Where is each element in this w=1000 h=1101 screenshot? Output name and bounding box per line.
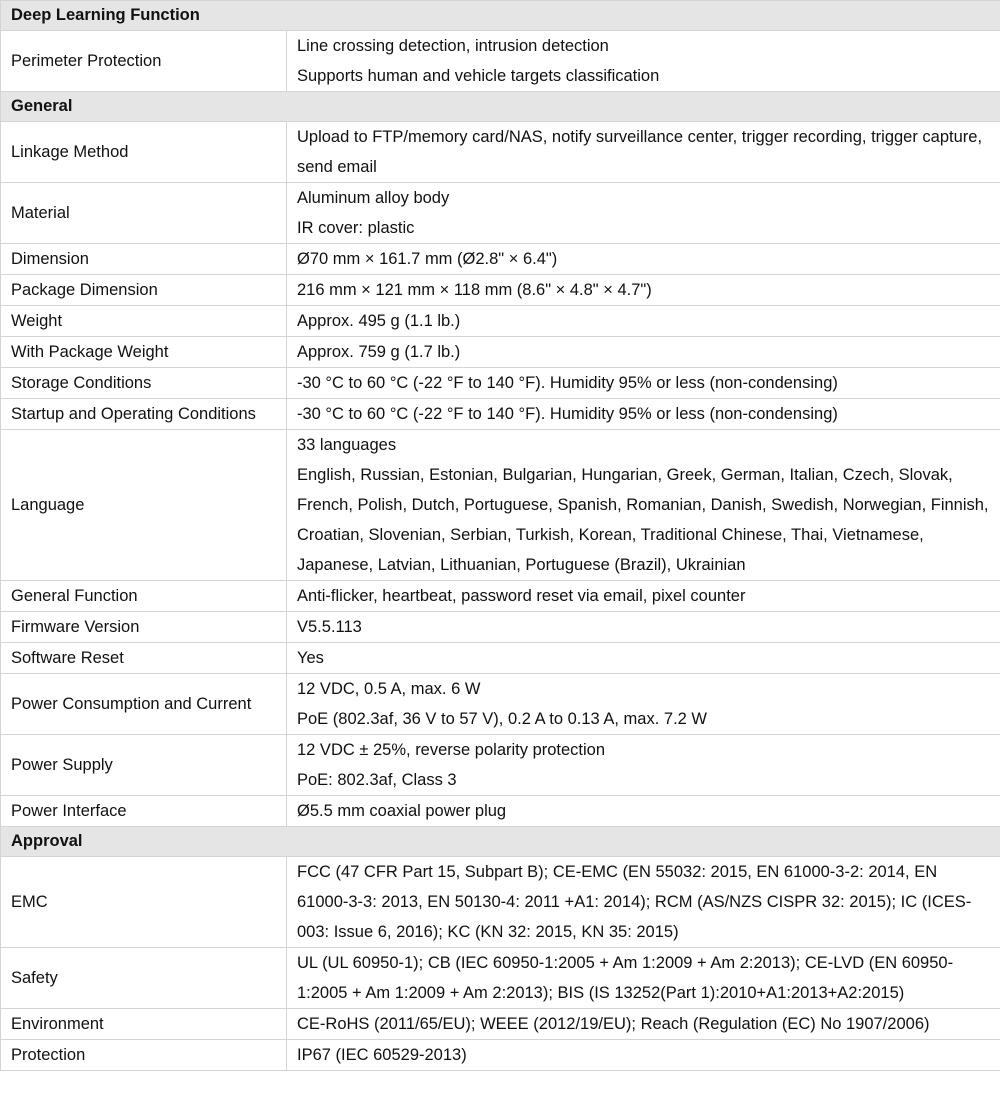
value-line: Aluminum alloy body bbox=[297, 189, 450, 207]
row-value bbox=[287, 1040, 1000, 1071]
row-value bbox=[287, 337, 1000, 368]
row-label: EMC bbox=[1, 857, 287, 948]
value-line: PoE: 802.3af, Class 3 bbox=[297, 771, 457, 789]
row-value bbox=[287, 1009, 1000, 1040]
value-line: Upload to FTP/memory card/NAS, notify surveillance center, trigger recording, trigger capture, send email bbox=[297, 128, 983, 176]
row-label: Safety bbox=[1, 948, 287, 1009]
row-value bbox=[287, 796, 1000, 827]
value-line: Yes bbox=[297, 649, 324, 667]
value-line: Ø5.5 mm coaxial power plug bbox=[297, 802, 507, 820]
value-line: Supports human and vehicle targets classification bbox=[297, 67, 660, 85]
row-label: Protection bbox=[1, 1040, 287, 1071]
row-value bbox=[287, 244, 1000, 275]
table-row bbox=[1, 857, 1000, 948]
table-row bbox=[1, 337, 1000, 368]
value-line: -30 °C to 60 °C (-22 °F to 140 °F). Humidity 95% or less (non-condensing) bbox=[297, 405, 838, 423]
row-value bbox=[287, 368, 1000, 399]
table-row bbox=[1, 796, 1000, 827]
value-line: Line crossing detection, intrusion detection bbox=[297, 37, 609, 55]
row-value bbox=[287, 306, 1000, 337]
value-line: FCC (47 CFR Part 15, Subpart B); CE-EMC (EN 55032: 2015, EN 61000-3-2: 2014, EN 61000-3-3: 2013, EN 50130-4: 2011 +A1: 2014); RCM (AS/NZS CISPR 32: 2015); IC (ICES-003: Issue 6, 2016); KC (KN 32: 2015, KN 35: 2015) bbox=[297, 863, 972, 941]
row-label: Package Dimension bbox=[1, 275, 287, 306]
value-line: 33 languages bbox=[297, 436, 397, 454]
row-label: Startup and Operating Conditions bbox=[1, 399, 287, 430]
value-line: English, Russian, Estonian, Bulgarian, Hungarian, Greek, German, Italian, Czech, Slovak, French, Polish, Dutch, Portuguese, Spanish, Romanian, Danish, Swedish, Norwegian, Finnish, Croatian, Slovenian, Serbian, Turkish, Korean, Traditional Chinese, Thai, Vietnamese, Japanese, Latvian, Lithuanian, Portuguese (Brazil), Ukrainian bbox=[297, 466, 989, 574]
row-value bbox=[287, 122, 1000, 183]
value-line: IP67 (IEC 60529-2013) bbox=[297, 1046, 467, 1064]
row-value bbox=[287, 581, 1000, 612]
table-row bbox=[1, 1040, 1000, 1071]
value-line: Ø70 mm × 161.7 mm (Ø2.8" × 6.4") bbox=[297, 250, 558, 268]
value-line: Approx. 759 g (1.7 lb.) bbox=[297, 343, 461, 361]
section-header-deep-learning bbox=[1, 1, 1000, 31]
table-row bbox=[1, 399, 1000, 430]
value-line: -30 °C to 60 °C (-22 °F to 140 °F). Humidity 95% or less (non-condensing) bbox=[297, 374, 838, 392]
row-value bbox=[287, 430, 1000, 581]
row-value bbox=[287, 735, 1000, 796]
value-line: V5.5.113 bbox=[297, 618, 362, 636]
section-header-general bbox=[1, 92, 1000, 122]
value-line: CE-RoHS (2011/65/EU); WEEE (2012/19/EU); Reach (Regulation (EC) No 1907/2006) bbox=[297, 1015, 930, 1033]
value-line: Approx. 495 g (1.1 lb.) bbox=[297, 312, 461, 330]
row-label: Firmware Version bbox=[1, 612, 287, 643]
row-label: Weight bbox=[1, 306, 287, 337]
section-title: General bbox=[1, 92, 1000, 122]
row-label: Language bbox=[1, 430, 287, 581]
row-value bbox=[287, 31, 1000, 92]
value-line: Anti-flicker, heartbeat, password reset via email, pixel counter bbox=[297, 587, 746, 605]
value-line: PoE (802.3af, 36 V to 57 V), 0.2 A to 0.13 A, max. 7.2 W bbox=[297, 710, 707, 728]
table-row bbox=[1, 1009, 1000, 1040]
row-label: Software Reset bbox=[1, 643, 287, 674]
row-label: Storage Conditions bbox=[1, 368, 287, 399]
table-row bbox=[1, 581, 1000, 612]
row-value bbox=[287, 857, 1000, 948]
table-row bbox=[1, 643, 1000, 674]
row-label: Power Consumption and Current bbox=[1, 674, 287, 735]
row-value bbox=[287, 643, 1000, 674]
table-row bbox=[1, 183, 1000, 244]
row-label: Power Supply bbox=[1, 735, 287, 796]
table-row bbox=[1, 306, 1000, 337]
row-label: Environment bbox=[1, 1009, 287, 1040]
table-row bbox=[1, 674, 1000, 735]
section-title: Approval bbox=[1, 827, 1000, 857]
value-line: IR cover: plastic bbox=[297, 219, 415, 237]
section-header-approval bbox=[1, 827, 1000, 857]
row-value bbox=[287, 183, 1000, 244]
row-label: Material bbox=[1, 183, 287, 244]
value-line: 216 mm × 121 mm × 118 mm (8.6" × 4.8" × 4.7") bbox=[297, 281, 652, 299]
table-row bbox=[1, 244, 1000, 275]
section-title: Deep Learning Function bbox=[1, 1, 1000, 31]
table-row bbox=[1, 31, 1000, 92]
table-row bbox=[1, 948, 1000, 1009]
row-label: Perimeter Protection bbox=[1, 31, 287, 92]
row-value bbox=[287, 399, 1000, 430]
row-label: With Package Weight bbox=[1, 337, 287, 368]
value-line: 12 VDC, 0.5 A, max. 6 W bbox=[297, 680, 481, 698]
value-line: UL (UL 60950-1); CB (IEC 60950-1:2005 + Am 1:2009 + Am 2:2013); CE-LVD (EN 60950-1:2005 + Am 1:2009 + Am 2:2013); BIS (IS 13252(Part 1):2010+A1:2013+A2:2015) bbox=[297, 954, 954, 1002]
table-row bbox=[1, 612, 1000, 643]
table-row bbox=[1, 430, 1000, 581]
table-row bbox=[1, 122, 1000, 183]
table-row bbox=[1, 735, 1000, 796]
row-value bbox=[287, 612, 1000, 643]
row-value bbox=[287, 948, 1000, 1009]
row-value bbox=[287, 275, 1000, 306]
table-row bbox=[1, 275, 1000, 306]
row-value bbox=[287, 674, 1000, 735]
value-line: 12 VDC ± 25%, reverse polarity protection bbox=[297, 741, 606, 759]
row-label: Linkage Method bbox=[1, 122, 287, 183]
row-label: Dimension bbox=[1, 244, 287, 275]
row-label: General Function bbox=[1, 581, 287, 612]
row-label: Power Interface bbox=[1, 796, 287, 827]
table-row bbox=[1, 368, 1000, 399]
